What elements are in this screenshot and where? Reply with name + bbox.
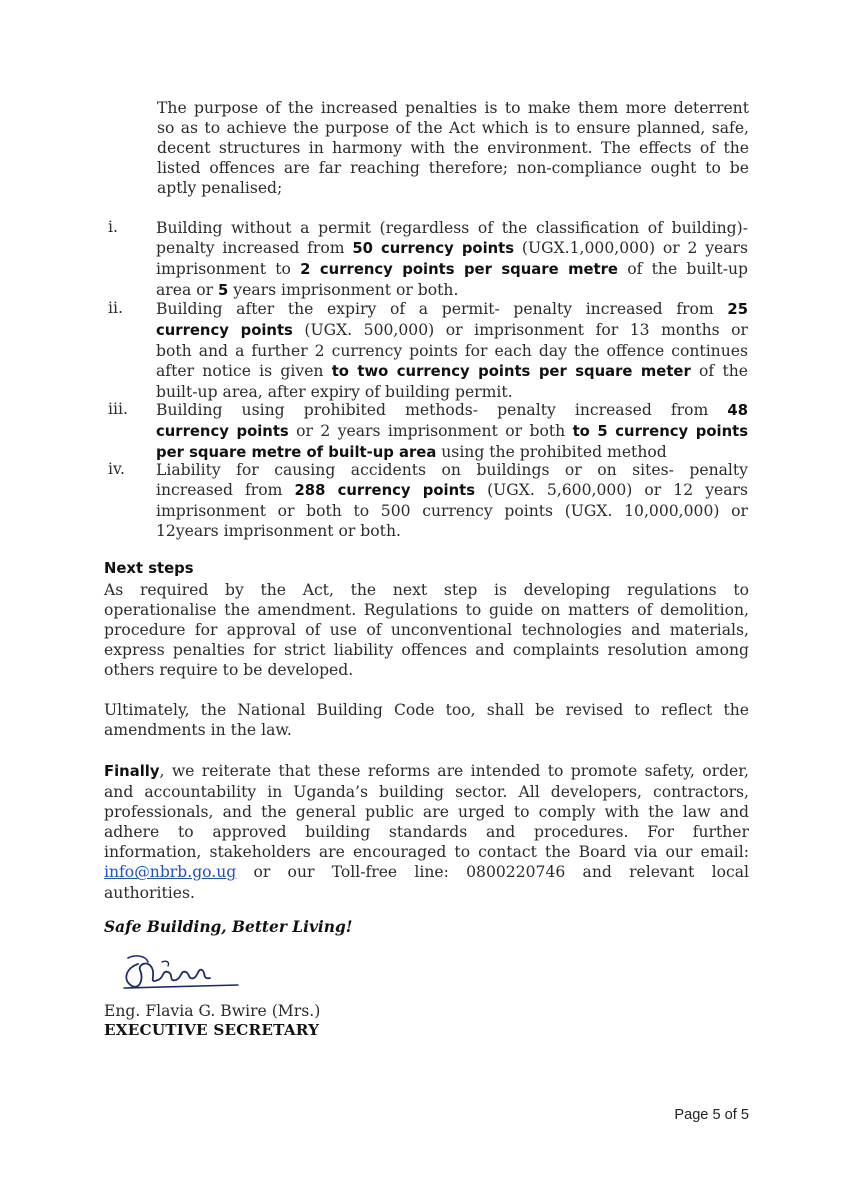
signatory-title: EXECUTIVE SECRETARY	[104, 1021, 320, 1039]
paragraph-line: operationalise the amendment. Regulations to guide on matters of demolition,	[104, 601, 749, 620]
page-number: Page 5 of 5	[674, 1107, 749, 1123]
paragraph-line: express penalties for strict liability offences and complaints resolution among	[104, 641, 749, 660]
list-item-line: penalty increased from 50 currency points (UGX.1,000,000) or 2 years	[156, 239, 748, 258]
intro-line: aptly penalised;	[157, 179, 283, 198]
list-item-line: currency points (UGX. 500,000) or imprisonment for 13 months or	[156, 321, 748, 340]
email-link[interactable]: info@nbrb.go.ug	[104, 863, 237, 882]
paragraph-line: information, stakeholders are encouraged to contact the Board via our email:	[104, 843, 749, 862]
paragraph-line: others require to be developed.	[104, 661, 354, 680]
paragraph-line: authorities.	[104, 883, 195, 902]
list-item-line: increased from 288 currency points (UGX. 5,600,000) or 12 years	[156, 481, 748, 500]
list-item-line: Building using prohibited methods- penalty increased from 48	[156, 401, 748, 419]
list-item-line: imprisonment or both to 500 currency points (UGX. 10,000,000) or	[156, 502, 748, 521]
paragraph-line: and accountability in Uganda’s building sector. All developers, contractors,	[104, 783, 749, 802]
list-item-line: Liability for causing accidents on buildings or on sites- penalty	[156, 461, 748, 479]
list-item-line: imprisonment to 2 currency points per square metre of the built-up	[156, 260, 748, 279]
handwritten-signature	[118, 950, 242, 996]
intro-line: The purpose of the increased penalties is to make them more deterrent	[157, 99, 749, 117]
intro-line: decent structures in harmony with the environment. The effects of the	[157, 139, 749, 158]
intro-line: so as to achieve the purpose of the Act which is to ensure planned, safe,	[157, 119, 749, 138]
list-item-number: iii.	[108, 400, 128, 418]
paragraph-line: As required by the Act, the next step is developing regulations to	[104, 581, 749, 599]
paragraph-line: info@nbrb.go.ug or our Toll-free line: 0800220746 and relevant local	[104, 863, 749, 882]
list-item-line: area or 5 years imprisonment or both.	[156, 281, 459, 300]
list-item-number: i.	[108, 218, 118, 236]
finally-paragraph	[104, 761, 749, 903]
list-item-line: 12years imprisonment or both.	[156, 522, 401, 541]
list-item-number: ii.	[108, 299, 123, 317]
next-steps-paragraph	[104, 580, 749, 680]
paragraph-line: procedure for approval of use of unconventional technologies and materials,	[104, 621, 749, 640]
list-item-line: after notice is given to two currency points per square meter of the	[156, 362, 748, 381]
intro-paragraph	[157, 98, 749, 198]
paragraph-line: professionals, and the general public are urged to comply with the law and	[104, 803, 749, 822]
paragraph-line: Ultimately, the National Building Code too, shall be revised to reflect the	[104, 701, 749, 719]
list-item-line: Building without a permit (regardless of the classification of building)-	[156, 219, 748, 237]
ultimately-paragraph	[104, 700, 749, 740]
list-item-line: currency points or 2 years imprisonment or both to 5 currency points	[156, 422, 749, 441]
section-heading: Next steps	[104, 560, 194, 577]
slogan: Safe Building, Better Living!	[104, 918, 353, 936]
paragraph-line: adhere to approved building standards and procedures. For further	[104, 823, 749, 842]
list-item-line: Building after the expiry of a permit- penalty increased from 25	[156, 300, 748, 318]
signatory-name: Eng. Flavia G. Bwire (Mrs.)	[104, 1002, 321, 1020]
paragraph-line: amendments in the law.	[104, 721, 292, 740]
paragraph-line: Finally, we reiterate that these reforms are intended to promote safety, order,	[104, 762, 749, 780]
list-item-number: iv.	[108, 460, 125, 478]
list-item-line: per square metre of built-up area using the prohibited method	[156, 443, 667, 462]
list-item-line: both and a further 2 currency points for each day the offence continues	[156, 342, 748, 361]
list-item-line: built-up area, after expiry of building permit.	[156, 383, 513, 402]
intro-line: listed offences are far reaching therefore; non-compliance ought to be	[157, 159, 749, 178]
